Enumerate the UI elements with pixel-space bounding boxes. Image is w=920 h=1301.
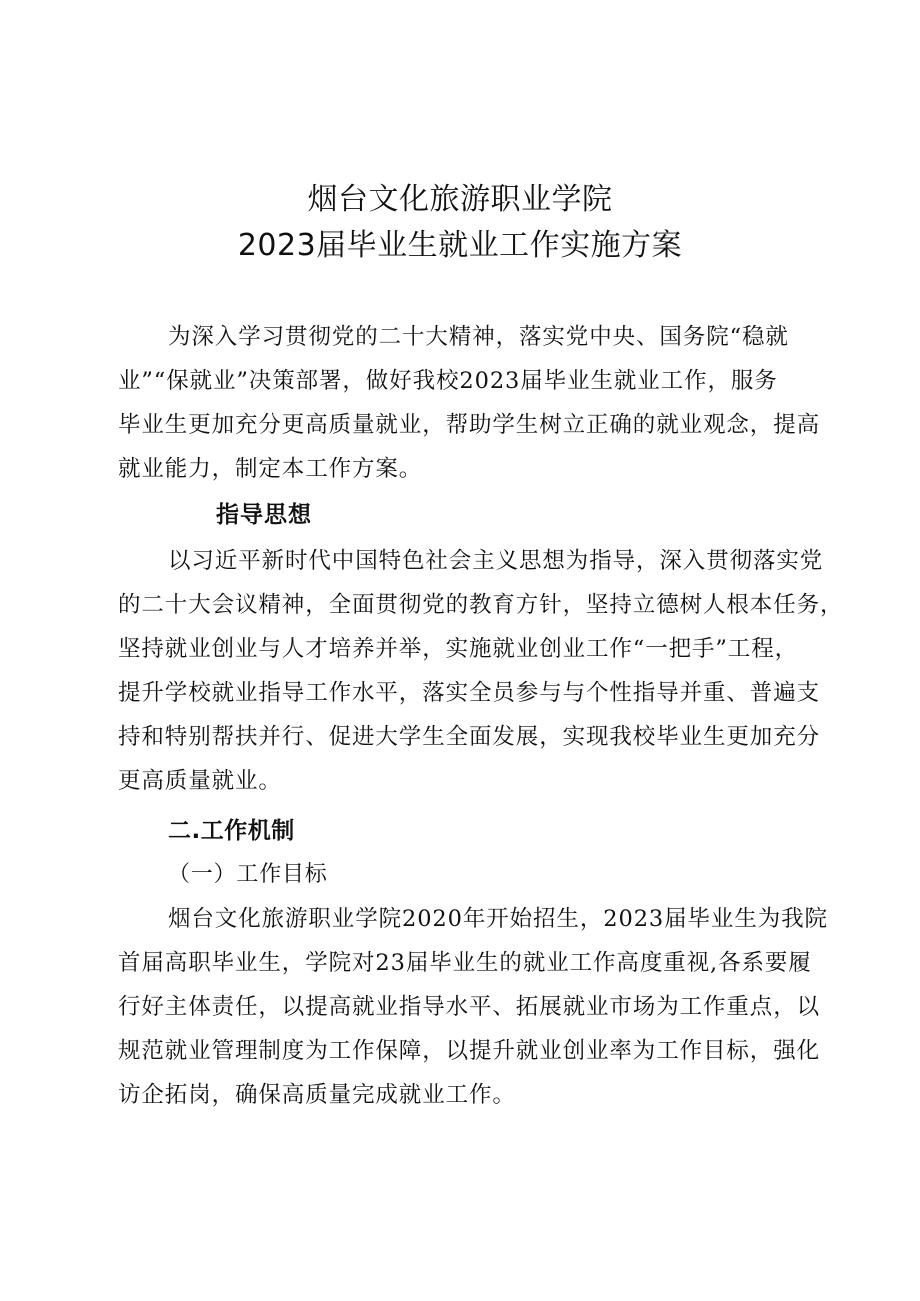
guidance-line-4: 提升学校就业指导工作水平，落实全员参与与个性指导并重、普遍支	[118, 680, 821, 706]
document-title-institution: 烟台文化旅游职业学院	[307, 182, 613, 217]
goals-line-2: 首届高职毕业生，学院对23届毕业生的就业工作高度重视,各系要履	[118, 950, 812, 976]
intro-line-2: 业”“保就业”决策部署，做好我校2023届毕业生就业工作，服务	[118, 368, 778, 394]
guidance-line-6: 更高质量就业。	[118, 768, 282, 794]
goals-line-5: 访企拓岗，确保高质量完成就业工作。	[118, 1082, 516, 1108]
intro-line-1: 为深入学习贯彻党的二十大精神，落实党中央、国务院“稳就	[168, 324, 789, 350]
guidance-line-2: 的二十大会议精神，全面贯彻党的教育方针，坚持立德树人根本任务，	[118, 592, 844, 618]
guidance-line-5: 持和特别帮扶并行、促进大学生全面发展，实现我校毕业生更加充分	[118, 724, 821, 750]
intro-line-3: 毕业生更加充分更高质量就业，帮助学生树立正确的就业观念，提高	[118, 412, 821, 438]
guidance-line-1: 以习近平新时代中国特色社会主义思想为指导，深入贯彻落实党	[168, 548, 824, 574]
goals-line-1: 烟台文化旅游职业学院2020年开始招生，2023届毕业生为我院	[168, 906, 828, 932]
goals-line-4: 规范就业管理制度为工作保障，以提升就业创业率为工作目标，强化	[118, 1038, 821, 1064]
subsection-heading-goals: （一）工作目标	[168, 862, 328, 887]
intro-line-4: 就业能力，制定本工作方案。	[118, 456, 423, 482]
document-title-plan: 2023届毕业生就业工作实施方案	[237, 228, 683, 263]
section-heading-guidance: 指导思想	[216, 502, 312, 528]
guidance-line-3: 坚持就业创业与人才培养并举，实施就业创业工作“一把手”工程，	[118, 636, 799, 662]
goals-line-3: 行好主体责任，以提高就业指导水平、拓展就业市场为工作重点，以	[118, 994, 821, 1020]
section-heading-mechanism: 二.工作机制	[168, 818, 295, 844]
